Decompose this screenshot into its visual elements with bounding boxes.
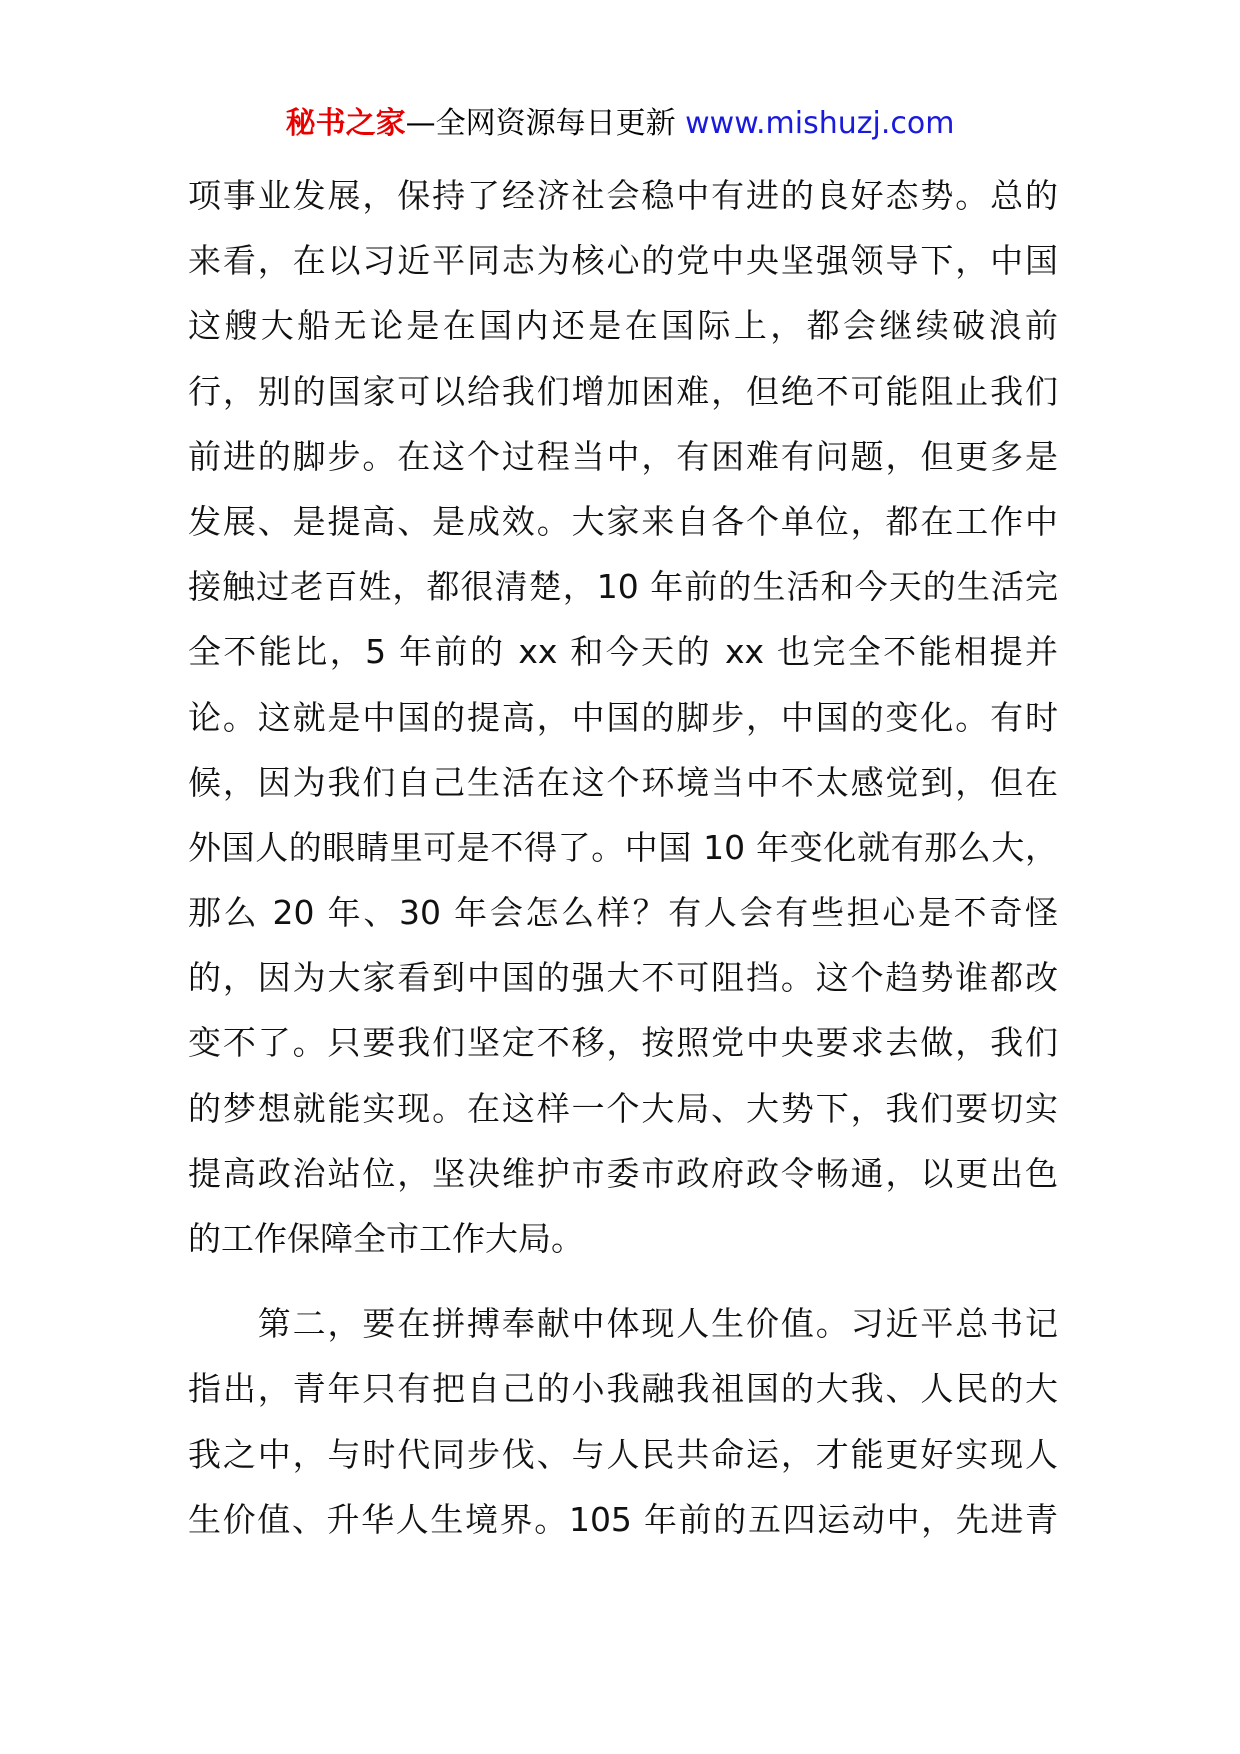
paragraph-1 bbox=[188, 163, 1058, 1271]
text-line: 指出，青年只有把自己的小我融我祖国的大我、人民的大 bbox=[188, 1369, 1058, 1409]
text-line: 的梦想就能实现。在这样一个大局、大势下，我们要切实 bbox=[188, 1088, 1058, 1128]
text-line: 我之中，与时代同步伐、与人民共命运，才能更好实现人 bbox=[188, 1434, 1058, 1474]
text-line: 生价值、升华人生境界。105 年前的五四运动中，先进青 bbox=[188, 1499, 1058, 1539]
paragraph-2 bbox=[188, 1291, 1058, 1552]
text-line: 第二，要在拼搏奉献中体现人生价值。习近平总书记 bbox=[188, 1304, 1058, 1344]
text-line: 的工作保障全市工作大局。 bbox=[188, 1219, 584, 1258]
document-body bbox=[188, 163, 1058, 1552]
text-line: 论。这就是中国的提高，中国的脚步，中国的变化。有时 bbox=[188, 697, 1058, 737]
text-line: 外国人的眼睛里可是不得了。中国 10 年变化就有那么大， bbox=[188, 827, 1058, 867]
header-brand: 秘书之家 bbox=[285, 106, 406, 141]
text-line: 接触过老百姓，都很清楚，10 年前的生活和今天的生活完 bbox=[188, 567, 1058, 607]
text-line: 候，因为我们自己生活在这个环境当中不太感觉到，但在 bbox=[188, 762, 1058, 802]
text-line: 行，别的国家可以给我们增加困难，但绝不可能阻止我们 bbox=[188, 371, 1058, 411]
text-line: 发展、是提高、是成效。大家来自各个单位，都在工作中 bbox=[188, 501, 1058, 541]
text-line: 项事业发展，保持了经济社会稳中有进的良好态势。总的 bbox=[188, 176, 1058, 215]
paragraph-spacer bbox=[188, 1271, 1058, 1291]
header-url-link[interactable]: www.mishuzj.com bbox=[685, 106, 955, 141]
text-line: 提高政治站位，坚决维护市委市政府政令畅通，以更出色 bbox=[188, 1153, 1058, 1193]
text-line: 变不了。只要我们坚定不移，按照党中央要求去做，我们 bbox=[188, 1023, 1058, 1063]
text-line: 前进的脚步。在这个过程当中，有困难有问题，但更多是 bbox=[188, 436, 1058, 476]
text-line: 全不能比，5 年前的 xx 和今天的 xx 也完全不能相提并 bbox=[188, 632, 1058, 672]
text-line: 的，因为大家看到中国的强大不可阻挡。这个趋势谁都改 bbox=[188, 958, 1058, 998]
header-tagline: —全网资源每日更新 bbox=[405, 106, 676, 141]
text-line: 那么 20 年、30 年会怎么样？有人会有些担心是不奇怪 bbox=[188, 893, 1058, 933]
page-header bbox=[0, 100, 1240, 148]
text-line: 这艘大船无论是在国内还是在国际上，都会继续破浪前 bbox=[188, 306, 1058, 346]
text-line: 来看，在以习近平同志为核心的党中央坚强领导下，中国 bbox=[188, 241, 1058, 281]
